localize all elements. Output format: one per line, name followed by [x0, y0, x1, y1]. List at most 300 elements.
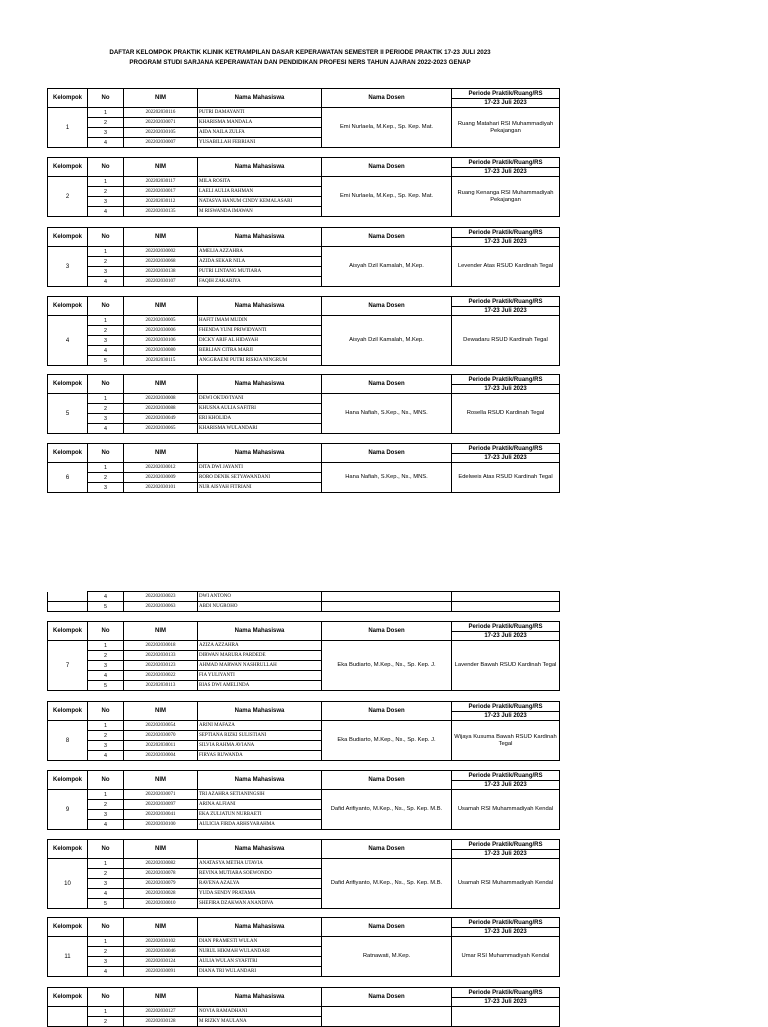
student-name: SEPTIANA RIZKI SULISTIANI	[198, 731, 322, 741]
header-row	[48, 89, 560, 108]
student-no: 4	[88, 889, 124, 899]
student-nim: 202202030070	[124, 731, 198, 741]
header-periode-label: Periode Praktik/Ruang/RS	[452, 159, 559, 168]
header-nama-dosen: Nama Dosen	[322, 622, 452, 641]
student-name: DIANA TRI WULANDARI	[198, 967, 322, 977]
header-periode	[452, 918, 560, 937]
practice-ward: Ruang Matahari RSI Muhammadiyah Pekajangan	[452, 108, 560, 148]
header-no: No	[88, 297, 124, 316]
header-nim: NIM	[124, 918, 198, 937]
student-no: 1	[88, 177, 124, 187]
header-kelompok: Kelompok	[48, 622, 88, 641]
student-no: 2	[88, 326, 124, 336]
student-nim: 202202030113	[124, 681, 198, 691]
student-name: MILA ROSITA	[198, 177, 322, 187]
table-row	[48, 247, 560, 257]
student-nim: 202202030088	[124, 404, 198, 414]
group-number-cell	[48, 602, 88, 612]
lecturer-name: Aisyah Dzil Kamalah, M.Kep.	[322, 316, 452, 366]
header-nim: NIM	[124, 702, 198, 721]
student-nim: 202202030107	[124, 277, 198, 287]
header-row	[48, 297, 560, 316]
student-nim: 202202030124	[124, 957, 198, 967]
student-nim: 202202030023	[124, 592, 198, 602]
group-table	[47, 839, 559, 909]
student-name: NUR AISYAH FITRIANI	[198, 483, 322, 493]
student-no: 3	[88, 879, 124, 889]
student-no: 1	[88, 316, 124, 326]
student-no: 2	[88, 800, 124, 810]
header-kelompok: Kelompok	[48, 702, 88, 721]
student-name: RORO DENIK SETYAWANDANI	[198, 473, 322, 483]
student-nim: 202202030128	[124, 1017, 198, 1027]
header-nama-mahasiswa: Nama Mahasiswa	[198, 840, 322, 859]
student-name: AZIDA SEKAR NILA	[198, 257, 322, 267]
student-nim: 202202030097	[124, 800, 198, 810]
header-kelompok: Kelompok	[48, 89, 88, 108]
student-name: AULICIA FIRDA ARHSYARAHMA	[198, 820, 322, 830]
header-periode	[452, 89, 560, 108]
student-no: 1	[88, 641, 124, 651]
table-row	[48, 108, 560, 118]
student-no: 2	[88, 731, 124, 741]
student-name: BIAS DWI AMELINDA	[198, 681, 322, 691]
header-nama-dosen: Nama Dosen	[322, 297, 452, 316]
student-no: 4	[88, 671, 124, 681]
header-periode	[452, 297, 560, 316]
student-name: M RIZKY MAULANA	[198, 1017, 322, 1027]
student-no: 3	[88, 661, 124, 671]
student-nim: 202202030011	[124, 741, 198, 751]
table-row	[48, 592, 560, 602]
student-nim: 202202030112	[124, 197, 198, 207]
student-nim: 202202030106	[124, 336, 198, 346]
header-periode-date: 17-23 Juli 2023	[484, 712, 527, 719]
student-no: 1	[88, 937, 124, 947]
practice-ward: Levender Atas RSUD Kardinah Tegal	[452, 247, 560, 287]
practice-ward: Usamah RSI Muhammadiyah Kendal	[452, 790, 560, 830]
student-name: AMELIA AZZAHRA	[198, 247, 322, 257]
student-nim: 202202030127	[124, 1007, 198, 1017]
header-nim: NIM	[124, 228, 198, 247]
student-nim: 202202030046	[124, 947, 198, 957]
header-row	[48, 988, 560, 1007]
header-periode-label: Periode Praktik/Ruang/RS	[452, 376, 559, 385]
student-name: ERI KHOLIDA	[198, 414, 322, 424]
student-no: 1	[88, 721, 124, 731]
student-nim: 202202030065	[124, 424, 198, 434]
group-table	[47, 701, 559, 761]
header-periode	[452, 771, 560, 790]
header-kelompok: Kelompok	[48, 375, 88, 394]
header-row	[48, 840, 560, 859]
header-row	[48, 622, 560, 641]
header-kelompok: Kelompok	[48, 228, 88, 247]
practice-ward: Lavender Bawah RSUD Kardinah Tegal	[452, 641, 560, 691]
student-no: 4	[88, 277, 124, 287]
student-no: 1	[88, 394, 124, 404]
header-nim: NIM	[124, 988, 198, 1007]
header-periode	[452, 840, 560, 859]
group-number-cell	[48, 592, 88, 602]
lecturer-name: Eka Budiarto, M.Kep., Ns., Sp. Kep. J.	[322, 721, 452, 761]
student-no: 3	[88, 197, 124, 207]
student-nim: 202202030028	[124, 889, 198, 899]
header-nim: NIM	[124, 622, 198, 641]
group-number: 11	[48, 937, 88, 977]
student-no: 2	[88, 257, 124, 267]
student-nim: 202202030071	[124, 118, 198, 128]
header-nama-mahasiswa: Nama Mahasiswa	[198, 771, 322, 790]
header-periode-label: Periode Praktik/Ruang/RS	[452, 298, 559, 307]
header-nama-dosen: Nama Dosen	[322, 771, 452, 790]
student-name: SILVIA RAHMA AVIANA	[198, 741, 322, 751]
student-no: 5	[88, 356, 124, 366]
header-row	[48, 444, 560, 463]
student-nim: 202202030018	[124, 641, 198, 651]
student-nim: 202202030091	[124, 967, 198, 977]
header-nama-mahasiswa: Nama Mahasiswa	[198, 988, 322, 1007]
header-nama-dosen: Nama Dosen	[322, 702, 452, 721]
group-number: 3	[48, 247, 88, 287]
student-no: 1	[88, 247, 124, 257]
header-nim: NIM	[124, 375, 198, 394]
student-nim: 202202030012	[124, 463, 198, 473]
group-table	[47, 374, 559, 434]
header-kelompok: Kelompok	[48, 771, 88, 790]
student-name: DIAN PRAMESTI WULAN	[198, 937, 322, 947]
header-no: No	[88, 375, 124, 394]
student-nim: 202202030054	[124, 721, 198, 731]
student-no: 1	[88, 1007, 124, 1017]
header-periode	[452, 158, 560, 177]
table-row	[48, 394, 560, 404]
student-name: M RISWANDA IMAWAN	[198, 207, 322, 217]
student-nim: 202202030117	[124, 177, 198, 187]
student-nim: 202202030138	[124, 267, 198, 277]
lecturer-name: Emi Nurlaela, M.Kep., Sp. Kep. Mat.	[322, 108, 452, 148]
student-nim: 202202030022	[124, 671, 198, 681]
student-no: 3	[88, 810, 124, 820]
student-no: 5	[88, 899, 124, 909]
student-no: 4	[88, 820, 124, 830]
header-row	[48, 771, 560, 790]
student-no: 2	[88, 1017, 124, 1027]
header-row	[48, 158, 560, 177]
student-no: 3	[88, 414, 124, 424]
group-table	[47, 443, 559, 493]
header-periode-date: 17-23 Juli 2023	[484, 928, 527, 935]
table-row	[48, 790, 560, 800]
title-line-2: PROGRAM STUDI SARJANA KEPERAWATAN DAN PENDIDIKAN PROFESI NERS TAHUN AJARAN 2022-2023 GENAP	[129, 59, 471, 66]
header-periode	[452, 988, 560, 1007]
header-no: No	[88, 702, 124, 721]
header-row	[48, 918, 560, 937]
header-periode	[452, 228, 560, 247]
header-periode-date: 17-23 Juli 2023	[484, 307, 527, 314]
header-periode-date: 17-23 Juli 2023	[484, 168, 527, 175]
student-name: FHENDA YUNI PRIWIDYANTI	[198, 326, 322, 336]
student-nim: 202202030115	[124, 356, 198, 366]
student-name: KHARISMA WULANDARI	[198, 424, 322, 434]
practice-ward: Usamah RSI Muhammadiyah Kendal	[452, 859, 560, 909]
header-periode-label: Periode Praktik/Ruang/RS	[452, 229, 559, 238]
header-nama-dosen: Nama Dosen	[322, 988, 452, 1007]
student-name: EKA ZULIATUN NURBAETI	[198, 810, 322, 820]
document-title	[0, 48, 600, 68]
header-nama-dosen: Nama Dosen	[322, 375, 452, 394]
practice-ward: Rosella RSUD Kardinah Tegal	[452, 394, 560, 434]
student-name: DIRWAN MARURA PARDEDE	[198, 651, 322, 661]
student-name: ANATASYA METHA UTAVIA	[198, 859, 322, 869]
group-number: 5	[48, 394, 88, 434]
table-row	[48, 859, 560, 869]
header-nama-dosen: Nama Dosen	[322, 840, 452, 859]
student-name: ANGGRAENI PUTRI RISKIA NINGRUM	[198, 356, 322, 366]
student-nim: 202202030105	[124, 128, 198, 138]
student-nim: 202202030041	[124, 810, 198, 820]
student-no: 4	[88, 751, 124, 761]
header-nama-mahasiswa: Nama Mahasiswa	[198, 918, 322, 937]
group-table	[47, 88, 559, 148]
student-nim: 202202030006	[124, 326, 198, 336]
student-no: 2	[88, 404, 124, 414]
student-nim: 202202030100	[124, 820, 198, 830]
table-row	[48, 463, 560, 473]
student-no: 4	[88, 592, 124, 602]
student-name: DWI ANTONO	[198, 592, 322, 602]
header-nim: NIM	[124, 771, 198, 790]
header-periode-label: Periode Praktik/Ruang/RS	[452, 989, 559, 998]
header-nim: NIM	[124, 444, 198, 463]
student-nim: 202202030079	[124, 879, 198, 889]
student-nim: 202202030010	[124, 899, 198, 909]
student-name: HAFIT IMAM MUDIN	[198, 316, 322, 326]
student-no: 5	[88, 602, 124, 612]
header-nama-dosen: Nama Dosen	[322, 89, 452, 108]
header-nama-dosen: Nama Dosen	[322, 918, 452, 937]
header-periode-label: Periode Praktik/Ruang/RS	[452, 703, 559, 712]
student-name: ARINA ALFIANI	[198, 800, 322, 810]
header-no: No	[88, 988, 124, 1007]
header-kelompok: Kelompok	[48, 918, 88, 937]
student-no: 4	[88, 138, 124, 148]
group-number: 10	[48, 859, 88, 909]
student-no: 1	[88, 790, 124, 800]
student-no: 2	[88, 651, 124, 661]
header-nama-mahasiswa: Nama Mahasiswa	[198, 702, 322, 721]
header-nim: NIM	[124, 297, 198, 316]
student-name: YUSABILLAH FEBRIANI	[198, 138, 322, 148]
student-name: KHUSNA AULIA SAFITRI	[198, 404, 322, 414]
lecturer-name: Hana Nafiah, S.Kep., Ns., MNS.	[322, 463, 452, 493]
header-no: No	[88, 228, 124, 247]
student-nim: 202202030007	[124, 138, 198, 148]
student-no: 2	[88, 118, 124, 128]
student-nim: 202202030063	[124, 602, 198, 612]
table-row	[48, 721, 560, 731]
student-nim: 202202030071	[124, 790, 198, 800]
student-nim: 202202030068	[124, 257, 198, 267]
header-periode	[452, 622, 560, 641]
student-no: 1	[88, 108, 124, 118]
student-name: AULIA WULAN SYAFITRI	[198, 957, 322, 967]
student-name: DICKY ARIF AL HIDAYAH	[198, 336, 322, 346]
header-nama-dosen: Nama Dosen	[322, 444, 452, 463]
lecturer-name: Emi Nurlaela, M.Kep., Sp. Kep. Mat.	[322, 177, 452, 217]
header-periode-date: 17-23 Juli 2023	[484, 99, 527, 106]
group-table	[47, 987, 559, 1027]
student-name: KHARISMA MANDALA	[198, 118, 322, 128]
header-periode-date: 17-23 Juli 2023	[484, 850, 527, 857]
student-no: 2	[88, 473, 124, 483]
group-table	[47, 157, 559, 217]
student-nim: 202202030116	[124, 108, 198, 118]
student-name: NATASYA HANUM CINDY KEMALASARI	[198, 197, 322, 207]
student-nim: 202202030009	[124, 473, 198, 483]
header-nama-mahasiswa: Nama Mahasiswa	[198, 622, 322, 641]
student-no: 5	[88, 681, 124, 691]
continuation-table	[47, 591, 559, 612]
header-no: No	[88, 918, 124, 937]
student-nim: 202202030005	[124, 316, 198, 326]
student-no: 2	[88, 187, 124, 197]
student-name: FAQIH ZAKARIYA	[198, 277, 322, 287]
ward-cell	[452, 602, 560, 612]
lecturer-name: Ratnawati, M.Kep.	[322, 937, 452, 977]
group-number: 7	[48, 641, 88, 691]
lecturer-name: Eka Budiarto, M.Kep., Ns., Sp. Kep. J.	[322, 641, 452, 691]
header-nama-mahasiswa: Nama Mahasiswa	[198, 228, 322, 247]
group-table	[47, 227, 559, 287]
student-no: 3	[88, 336, 124, 346]
header-periode-date: 17-23 Juli 2023	[484, 454, 527, 461]
header-periode-date: 17-23 Juli 2023	[484, 385, 527, 392]
header-kelompok: Kelompok	[48, 158, 88, 177]
table-row	[48, 1007, 560, 1017]
student-nim: 202202030002	[124, 247, 198, 257]
student-nim: 202202030017	[124, 187, 198, 197]
lecturer-name: Dafid Arifiyanto, M.Kep., Ns., Sp. Kep. M.B.	[322, 790, 452, 830]
header-kelompok: Kelompok	[48, 444, 88, 463]
header-no: No	[88, 158, 124, 177]
student-no: 4	[88, 346, 124, 356]
header-periode-label: Periode Praktik/Ruang/RS	[452, 623, 559, 632]
student-nim: 202202030004	[124, 751, 198, 761]
student-name: FIA YULIYANTI	[198, 671, 322, 681]
student-name: PUTRI DAMAYANTI	[198, 108, 322, 118]
table-row	[48, 641, 560, 651]
group-number: 4	[48, 316, 88, 366]
header-periode	[452, 702, 560, 721]
group-number: 1	[48, 108, 88, 148]
student-name: AIDA NAILA ZULFA	[198, 128, 322, 138]
student-no: 3	[88, 741, 124, 751]
student-no: 2	[88, 869, 124, 879]
header-periode-date: 17-23 Juli 2023	[484, 998, 527, 1005]
practice-ward: Dewadaru RSUD Kardinah Tegal	[452, 316, 560, 366]
student-no: 3	[88, 957, 124, 967]
header-kelompok: Kelompok	[48, 840, 88, 859]
table-row	[48, 316, 560, 326]
student-name: DITA DWI JAYANTI	[198, 463, 322, 473]
student-no: 2	[88, 947, 124, 957]
student-no: 3	[88, 267, 124, 277]
header-no: No	[88, 840, 124, 859]
header-no: No	[88, 771, 124, 790]
header-periode	[452, 444, 560, 463]
lecturer-cell	[322, 592, 452, 602]
student-name: LAELI AULIA RAHMAN	[198, 187, 322, 197]
student-name: SHEFIRA DZAKWAN ANANDIVA	[198, 899, 322, 909]
lecturer-cell	[322, 602, 452, 612]
student-no: 4	[88, 207, 124, 217]
header-nama-mahasiswa: Nama Mahasiswa	[198, 375, 322, 394]
header-nama-mahasiswa: Nama Mahasiswa	[198, 297, 322, 316]
practice-ward: Ruang Kenanga RSI Muhammadiyah Pekajangan	[452, 177, 560, 217]
header-periode	[452, 375, 560, 394]
student-nim: 202202030123	[124, 661, 198, 671]
lecturer-name: Hana Nafiah, S.Kep., Ns., MNS.	[322, 394, 452, 434]
header-nim: NIM	[124, 89, 198, 108]
student-no: 3	[88, 128, 124, 138]
student-name: YUDA SENDY PRATAMA	[198, 889, 322, 899]
group-table	[47, 296, 559, 366]
student-no: 4	[88, 967, 124, 977]
header-periode-date: 17-23 Juli 2023	[484, 238, 527, 245]
group-number: 6	[48, 463, 88, 493]
header-periode-label: Periode Praktik/Ruang/RS	[452, 919, 559, 928]
student-nim: 202202030102	[124, 937, 198, 947]
header-periode-date: 17-23 Juli 2023	[484, 632, 527, 639]
student-no: 1	[88, 463, 124, 473]
group-table	[47, 621, 559, 691]
student-nim: 202202030078	[124, 869, 198, 879]
practice-ward: Umar RSI Muhammadiyah Kendal	[452, 937, 560, 977]
student-nim: 202202030135	[124, 207, 198, 217]
header-nama-mahasiswa: Nama Mahasiswa	[198, 444, 322, 463]
student-name: TRI AZAHRA SETIANINGSIH	[198, 790, 322, 800]
student-name: ARINI MAFAZA	[198, 721, 322, 731]
header-nim: NIM	[124, 158, 198, 177]
student-no: 1	[88, 859, 124, 869]
group-number: 8	[48, 721, 88, 761]
header-periode-label: Periode Praktik/Ruang/RS	[452, 90, 559, 99]
student-nim: 202202030080	[124, 346, 198, 356]
header-periode-label: Periode Praktik/Ruang/RS	[452, 841, 559, 850]
group-table	[47, 917, 559, 977]
student-nim: 202202030049	[124, 414, 198, 424]
student-name: NOVIA RAMADHANI	[198, 1007, 322, 1017]
header-no: No	[88, 89, 124, 108]
group-number: 9	[48, 790, 88, 830]
student-no: 4	[88, 424, 124, 434]
header-nama-dosen: Nama Dosen	[322, 158, 452, 177]
header-periode-label: Periode Praktik/Ruang/RS	[452, 445, 559, 454]
header-periode-label: Periode Praktik/Ruang/RS	[452, 772, 559, 781]
student-nim: 202202030133	[124, 651, 198, 661]
lecturer-name: Dafid Arifiyanto, M.Kep., Ns., Sp. Kep. M.B.	[322, 859, 452, 909]
practice-ward: Edelweis Atas RSUD Kardinah Tegal	[452, 463, 560, 493]
student-name: AHMAD MARWAN NASHRULLAH	[198, 661, 322, 671]
student-name: RAVENA AZALYA	[198, 879, 322, 889]
header-nama-mahasiswa: Nama Mahasiswa	[198, 158, 322, 177]
student-name: DEWI OKTAVIYANI	[198, 394, 322, 404]
group-table	[47, 770, 559, 830]
table-row	[48, 937, 560, 947]
ward-cell	[452, 592, 560, 602]
header-kelompok: Kelompok	[48, 297, 88, 316]
